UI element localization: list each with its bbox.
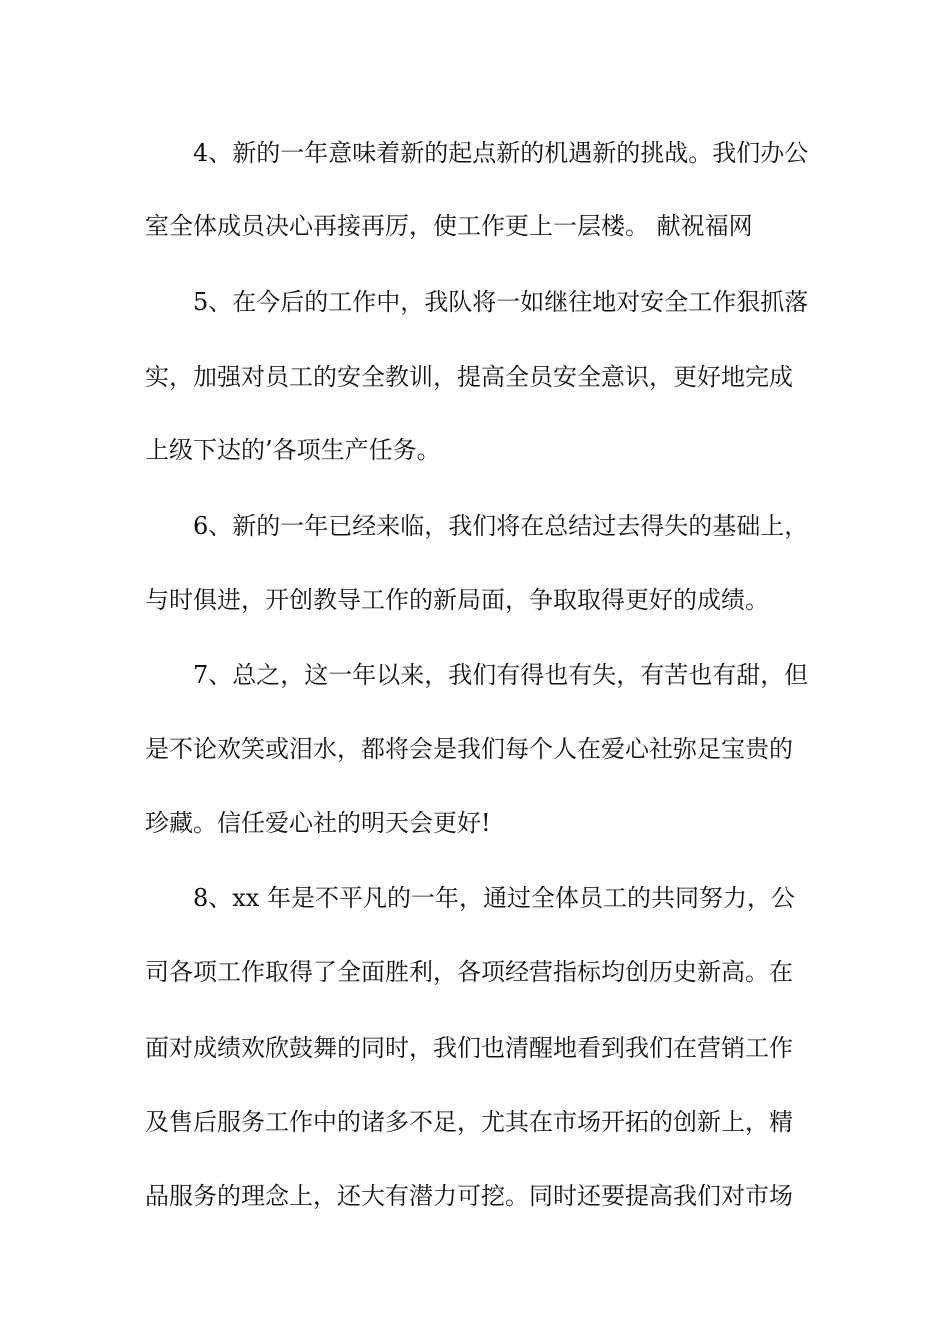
paragraph-8-line-3: 面对成绩欢欣鼓舞的同时，我们也清醒地看到我们在营销工作 xyxy=(145,1034,793,1062)
paragraph-6-line-1: 6、新的一年已经来临，我们将在总结过去得失的基础上， xyxy=(193,512,809,540)
paragraph-8-line-5: 品服务的理念上，还大有潜力可挖。同时还要提高我们对市场 xyxy=(145,1182,793,1210)
paragraph-7-line-3: 珍藏。信任爱心社的明天会更好! xyxy=(145,809,491,837)
paragraph-7-line-1: 7、总之，这一年以来，我们有得也有失，有苦也有甜，但 xyxy=(193,661,809,689)
paragraph-5-line-3: 上级下达的’各项生产任务。 xyxy=(145,436,441,464)
paragraph-8-line-1: 8、xx 年是不平凡的一年，通过全体员工的共同努力，公 xyxy=(193,884,795,912)
paragraph-4-line-1: 4、新的一年意味着新的起点新的机遇新的挑战。我们办公 xyxy=(193,139,809,167)
paragraph-4-line-2: 室全体成员决心再接再厉，使工作更上一层楼。 献祝福网 xyxy=(145,212,753,240)
paragraph-6-line-2: 与时俱进，开创教导工作的新局面，争取取得更好的成绩。 xyxy=(145,586,769,614)
paragraph-5-line-2: 实，加强对员工的安全教训，提高全员安全意识，更好地完成 xyxy=(145,363,793,391)
paragraph-8-line-2: 司各项工作取得了全面胜利，各项经营指标均创历史新高。在 xyxy=(145,958,793,986)
paragraph-8-line-4: 及售后服务工作中的诸多不足，尤其在市场开拓的创新上，精 xyxy=(145,1108,793,1136)
paragraph-7-line-2: 是不论欢笑或泪水，都将会是我们每个人在爱心社弥足宝贵的 xyxy=(145,735,793,763)
paragraph-5-line-1: 5、在今后的工作中，我队将一如继往地对安全工作狠抓落 xyxy=(193,288,809,316)
